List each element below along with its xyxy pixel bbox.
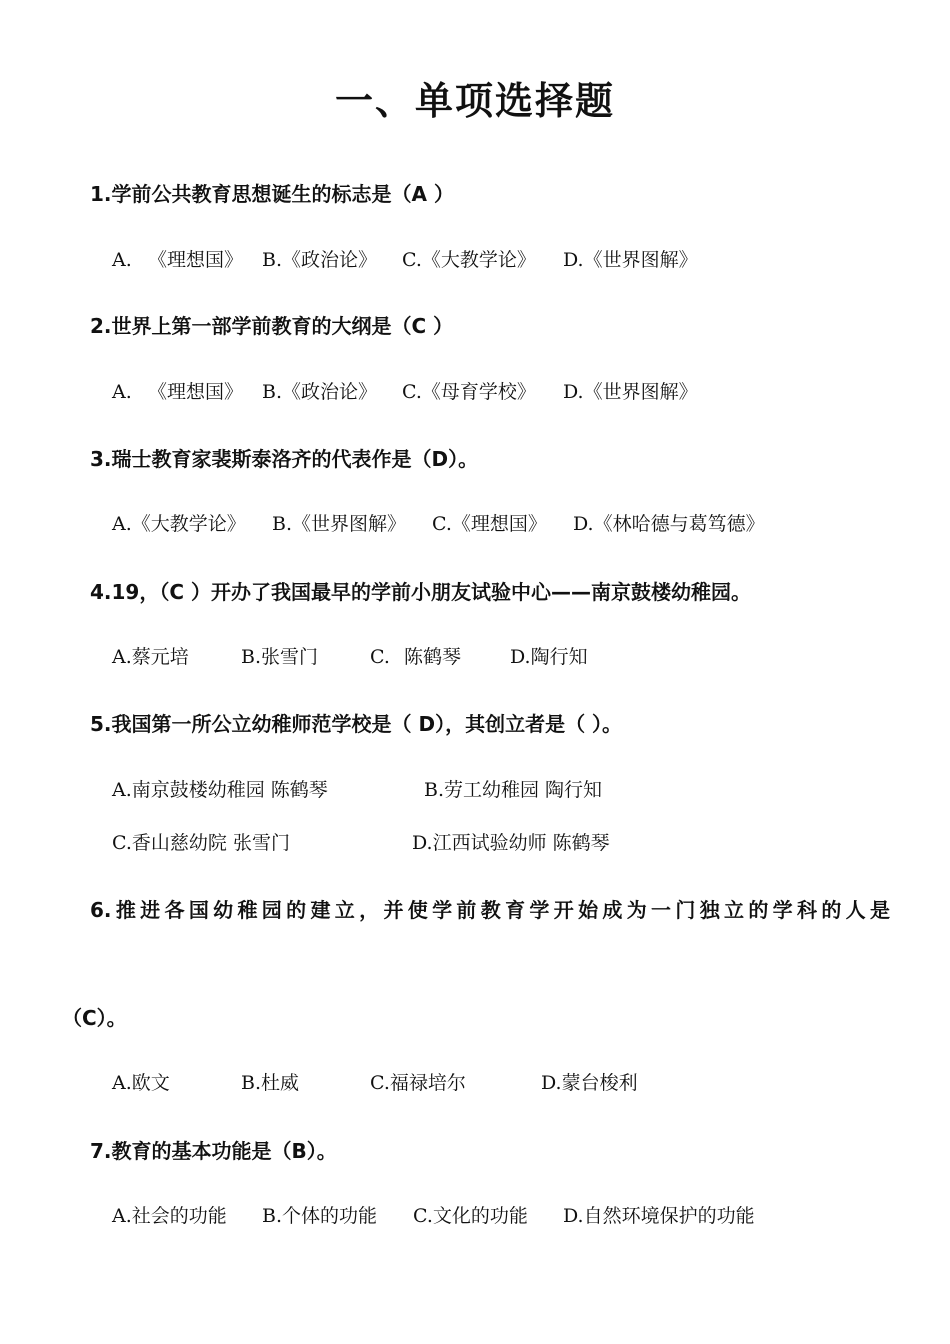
q5-option-c: C.香山慈幼院 张雪门 xyxy=(112,832,290,854)
question-4-stem: 4.19，（C ）开办了我国最早的学前小朋友试验中心——南京鼓楼幼稚园。 xyxy=(90,580,751,604)
question-3-stem: 3.瑞士教育家裴斯泰洛齐的代表作是（D）。 xyxy=(90,447,479,471)
q7-option-c: C.文化的功能 xyxy=(413,1205,528,1227)
q1-option-d: D.《世界图解》 xyxy=(563,249,698,271)
q1-option-c: C.《大教学论》 xyxy=(402,249,536,271)
q7-option-b: B.个体的功能 xyxy=(262,1205,378,1227)
q4-option-b: B.张雪门 xyxy=(241,646,319,668)
q1-option-a: 《理想国》 xyxy=(148,249,244,271)
q1-option-a-label: A. xyxy=(112,249,132,271)
question-7-stem: 7.教育的基本功能是（B）。 xyxy=(90,1139,337,1163)
q6-option-d: D.蒙台梭利 xyxy=(541,1072,638,1094)
q6-option-c: C.福禄培尔 xyxy=(370,1072,466,1094)
section-title: 一、单项选择题 xyxy=(334,79,615,123)
q4-option-c: 陈鹤琴 xyxy=(404,646,462,668)
q3-option-c: C.《理想国》 xyxy=(432,513,547,535)
question-6-stem: 6.推进各国幼稚园的建立，并使学前教育学开始成为一门独立的学科的人是 xyxy=(90,898,890,922)
q4-option-a: A.蔡元培 xyxy=(112,646,189,668)
q6-option-b: B.杜威 xyxy=(241,1072,300,1094)
q2-option-c: C.《母育学校》 xyxy=(402,381,536,403)
q4-option-c-label: C. xyxy=(370,646,390,668)
q2-option-a: 《理想国》 xyxy=(148,381,244,403)
q7-option-a: A.社会的功能 xyxy=(112,1205,227,1227)
q2-option-b: B.《政治论》 xyxy=(262,381,378,403)
q3-option-a: A.《大教学论》 xyxy=(112,513,246,535)
q5-option-d: D.江西试验幼师 陈鹤琴 xyxy=(412,832,610,854)
question-5-stem: 5.我国第一所公立幼稚师范学校是（ D），其创立者是（ ）。 xyxy=(90,712,623,736)
q2-option-a-label: A. xyxy=(112,381,132,403)
q5-option-a: A.南京鼓楼幼稚园 陈鹤琴 xyxy=(112,779,328,801)
question-2-stem: 2.世界上第一部学前教育的大纲是（C ） xyxy=(90,314,454,338)
q4-option-d: D.陶行知 xyxy=(510,646,588,668)
q3-option-d: D.《林哈德与葛笃德》 xyxy=(573,513,765,535)
q6-option-a: A.欧文 xyxy=(112,1072,170,1094)
q3-option-b: B.《世界图解》 xyxy=(272,513,407,535)
q2-option-d: D.《世界图解》 xyxy=(563,381,698,403)
q1-option-b: B.《政治论》 xyxy=(262,249,378,271)
question-1-stem: 1.学前公共教育思想诞生的标志是（A ） xyxy=(90,182,454,206)
q7-option-d: D.自然环境保护的功能 xyxy=(563,1205,755,1227)
q5-option-b: B.劳工幼稚园 陶行知 xyxy=(424,779,603,801)
question-6-stem-continued: （C）。 xyxy=(62,1006,127,1030)
